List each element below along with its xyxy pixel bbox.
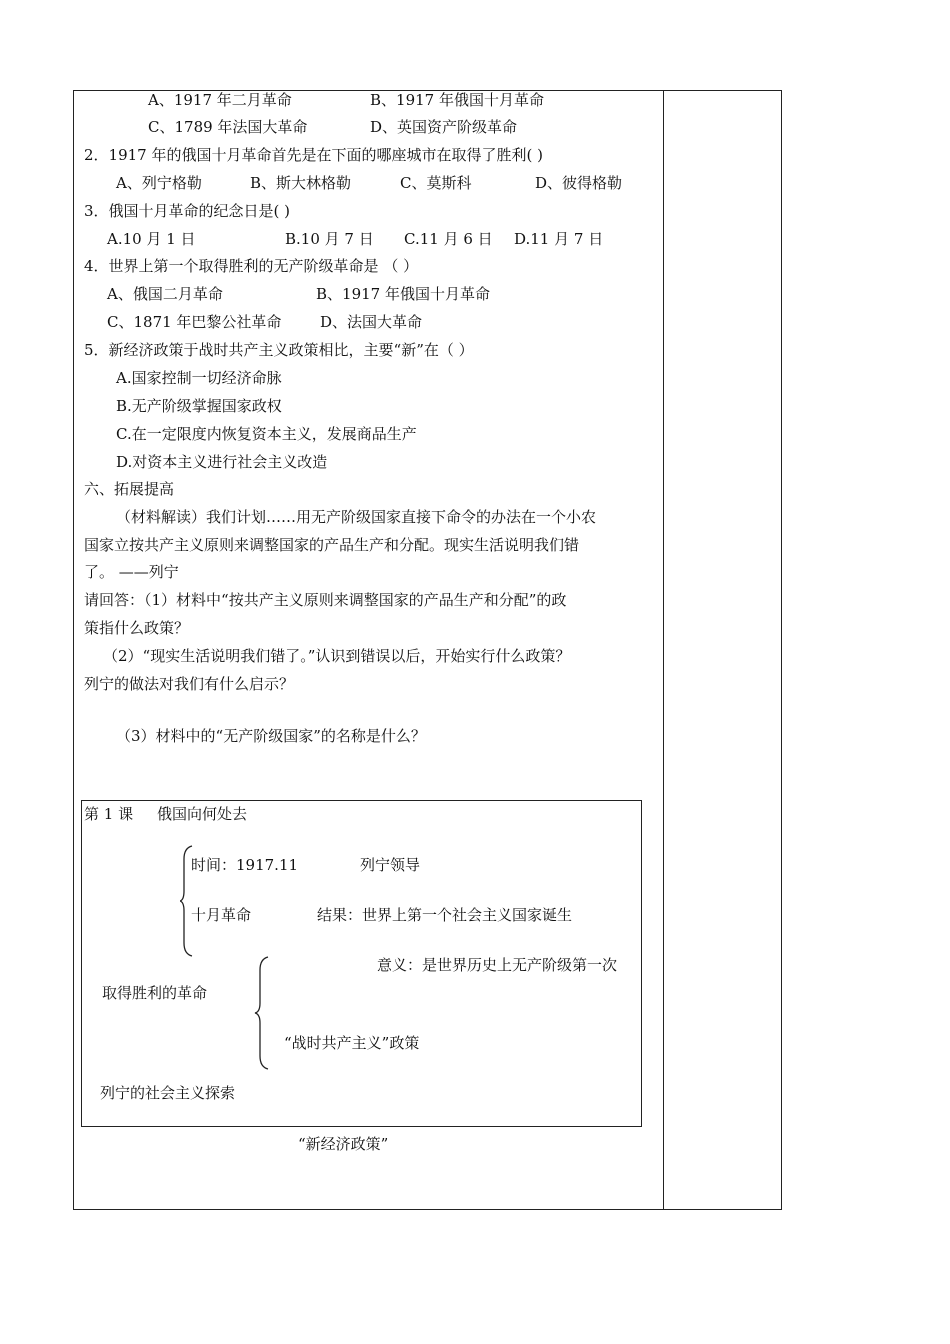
q3-option-c: C.11 月 6 日 [404, 230, 493, 248]
summary-victory: 取得胜利的革命 [102, 984, 208, 1002]
material-line-3: 了。 ——列宁 [84, 563, 179, 581]
q4-option-b: B、1917 年俄国十月革命 [316, 285, 490, 303]
summary-lesson-number: 第 1 课 [84, 805, 134, 823]
summary-leader: 列宁领导 [360, 856, 421, 874]
q1-option-b: B、1917 年俄国十月革命 [370, 91, 544, 109]
q4-option-d: D、法国大革命 [320, 313, 423, 331]
summary-october-revolution: 十月革命 [191, 906, 252, 924]
q5-option-d: D.对资本主义进行社会主义改造 [116, 453, 328, 471]
summary-result: 结果：世界上第一个社会主义国家诞生 [317, 906, 573, 924]
q5-text: 5．新经济政策于战时共产主义政策相比，主要“新”在（ ） [84, 341, 474, 359]
q2-text: 2．1917 年的俄国十月革命首先是在下面的哪座城市在取得了胜利( ) [84, 146, 543, 164]
q3-option-d: D.11 月 7 日 [514, 230, 604, 248]
q3-option-b: B.10 月 7 日 [285, 230, 374, 248]
q1-option-d: D、英国资产阶级革命 [370, 118, 518, 136]
section-heading: 六、拓展提高 [84, 480, 175, 498]
column-divider [663, 90, 664, 1210]
q1-option-a: A、1917 年二月革命 [148, 91, 292, 109]
q4-option-a: A、俄国二月革命 [107, 285, 223, 303]
q3-option-a: A.10 月 1 日 [107, 230, 196, 248]
material-line-2: 国家立按共产主义原则来调整国家的产品生产和分配。现实生活说明我们错 [84, 536, 580, 554]
summary-war-communism: “战时共产主义”政策 [284, 1034, 420, 1052]
q2-option-b: B、斯大林格勒 [250, 174, 352, 192]
q2-option-d: D、彼得格勒 [535, 174, 623, 192]
q2-option-c: C、莫斯科 [400, 174, 472, 192]
summary-lesson-title: 俄国向何处去 [157, 805, 248, 823]
question-2-line-2: 列宁的做法对我们有什么启示？ [84, 675, 295, 693]
q5-option-c: C.在一定限度内恢复资本主义，发展商品生产 [116, 425, 417, 443]
question-1-line-2: 策指什么政策？ [84, 619, 190, 637]
q1-option-c: C、1789 年法国大革命 [148, 118, 308, 136]
summary-nep: “新经济政策” [298, 1135, 389, 1153]
q3-text: 3．俄国十月革命的纪念日是( ) [84, 202, 291, 220]
brace-lenin-exploration [254, 956, 270, 1070]
summary-exploration: 列宁的社会主义探索 [100, 1084, 236, 1102]
q5-option-a: A.国家控制一切经济命脉 [116, 369, 282, 387]
summary-meaning: 意义：是世界历史上无产阶级第一次 [377, 956, 618, 974]
summary-time: 时间：1917.11 [191, 856, 299, 874]
q4-text: 4．世界上第一个取得胜利的无产阶级革命是 （ ） [84, 257, 419, 275]
q5-option-b: B.无产阶级掌握国家政权 [116, 397, 282, 415]
q4-option-c: C、1871 年巴黎公社革命 [107, 313, 282, 331]
q2-option-a: A、列宁格勒 [116, 174, 202, 192]
question-3: （3）材料中的“无产阶级国家”的名称是什么？ [116, 727, 426, 745]
question-2-line-1: （2）“现实生活说明我们错了。”认识到错误以后，开始实行什么政策？ [103, 647, 571, 665]
question-1-line-1: 请回答：（1）材料中“按共产主义原则来调整国家的产品生产和分配”的政 [84, 591, 567, 609]
material-line-1: （材料解读）我们计划……用无产阶级国家直接下命令的办法在一个小农 [116, 508, 597, 526]
